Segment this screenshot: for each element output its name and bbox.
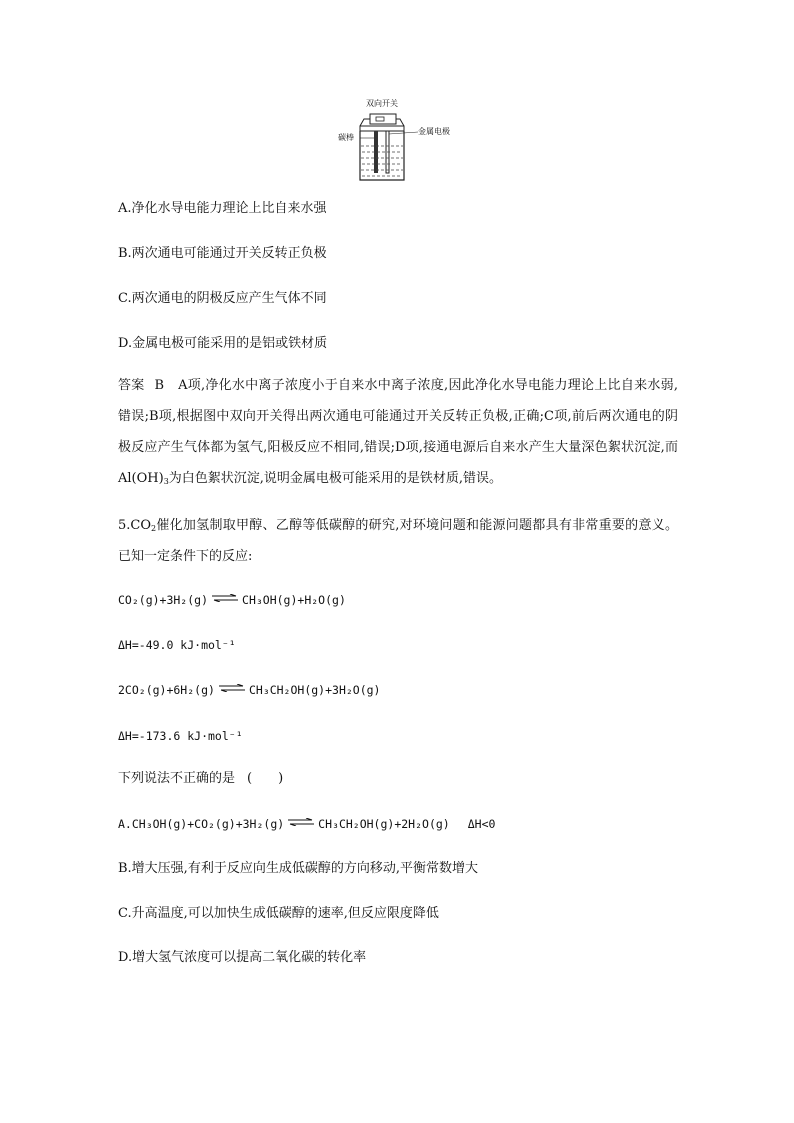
equilibrium-arrow-icon (219, 684, 245, 692)
eq1-products: CH₃OH(g)+H₂O(g) (242, 593, 346, 607)
metal-electrode-label: 金属电极 (418, 127, 450, 136)
q4-option-c: C.两次通电的阴极反应产生气体不同 (118, 291, 327, 306)
q5-option-b: B.增大压强,有利于反应向生成低碳醇的方向移动,平衡常数增大 (118, 861, 478, 876)
answer-text-1: A项,净化水中离子浓度小于自来水中离子浓度,因此净化水导电能力理论上比自来水弱,错误;B项,根据图中双向开关得出两次通电可能通过开关反转正负极,正确;C项,前后两次通电的阴极反应产生气体都为氢气,阳极反应不相同,错误;D项,接通电源后自来水产生大量深色絮状沉淀,而Al(OH) (118, 378, 678, 486)
q4-option-a: A.净化水导电能力理论上比自来水强 (118, 201, 327, 216)
q5-stem-subscript: 2 (151, 524, 157, 533)
switch-label: 双向开关 (366, 99, 398, 108)
q5-equation-1 (118, 590, 346, 610)
electrolysis-diagram (330, 92, 460, 192)
q5-stem-part2: 催化加氢制取甲醇、乙醇等低碳醇的研究,对环境问题和能源问题都具有非常重要的意义。已知一定条件下的反应: (118, 518, 678, 564)
equilibrium-arrow-icon (288, 818, 314, 826)
q5-option-a-enthalpy: ΔH<0 (467, 817, 496, 831)
eq2-products: CH₃CH₂OH(g)+3H₂O(g) (248, 683, 381, 697)
q4-option-d: D.金属电极可能采用的是铝或铁材质 (118, 336, 328, 351)
q5-option-c: C.升高温度,可以加快生成低碳醇的速率,但反应限度降低 (118, 906, 439, 921)
eq1-reactants: CO₂(g)+3H₂(g) (118, 593, 209, 607)
carbon-rod-label: 碳棒 (338, 133, 354, 142)
electrolysis-apparatus-drawing (330, 92, 460, 192)
q5-enthalpy-1: ΔH=-49.0 kJ·mol⁻¹ (118, 638, 236, 652)
answer-blank: ( ) (247, 771, 284, 786)
q5-stem (118, 510, 678, 572)
answer-subscript: 3 (163, 477, 169, 486)
q5-option-d: D.增大氢气浓度可以提高二氧化碳的转化率 (118, 950, 367, 965)
q5-option-a-products: CH₃CH₂OH(g)+2H₂O(g) (318, 817, 450, 831)
answer-key: B (154, 378, 165, 393)
q4-option-b: B.两次通电可能通过开关反转正负极 (118, 246, 327, 261)
answer-label: 答案 (118, 378, 145, 393)
q5-question (118, 769, 283, 789)
answer-text-2: 为白色絮状沉淀,说明金属电极可能采用的是铁材质,错误。 (168, 471, 503, 486)
q5-stem-part1: 5.CO (118, 518, 152, 533)
q5-option-a (118, 814, 495, 834)
q4-answer-explanation (118, 370, 678, 494)
q5-option-a-reactants: A.CH₃OH(g)+CO₂(g)+3H₂(g) (118, 817, 285, 831)
q5-question-text: 下列说法不正确的是 (118, 771, 236, 786)
q5-enthalpy-2: ΔH=-173.6 kJ·mol⁻¹ (118, 729, 243, 743)
equilibrium-arrow-icon (212, 594, 238, 602)
q5-equation-2 (118, 680, 381, 700)
eq2-reactants: 2CO₂(g)+6H₂(g) (118, 683, 215, 697)
